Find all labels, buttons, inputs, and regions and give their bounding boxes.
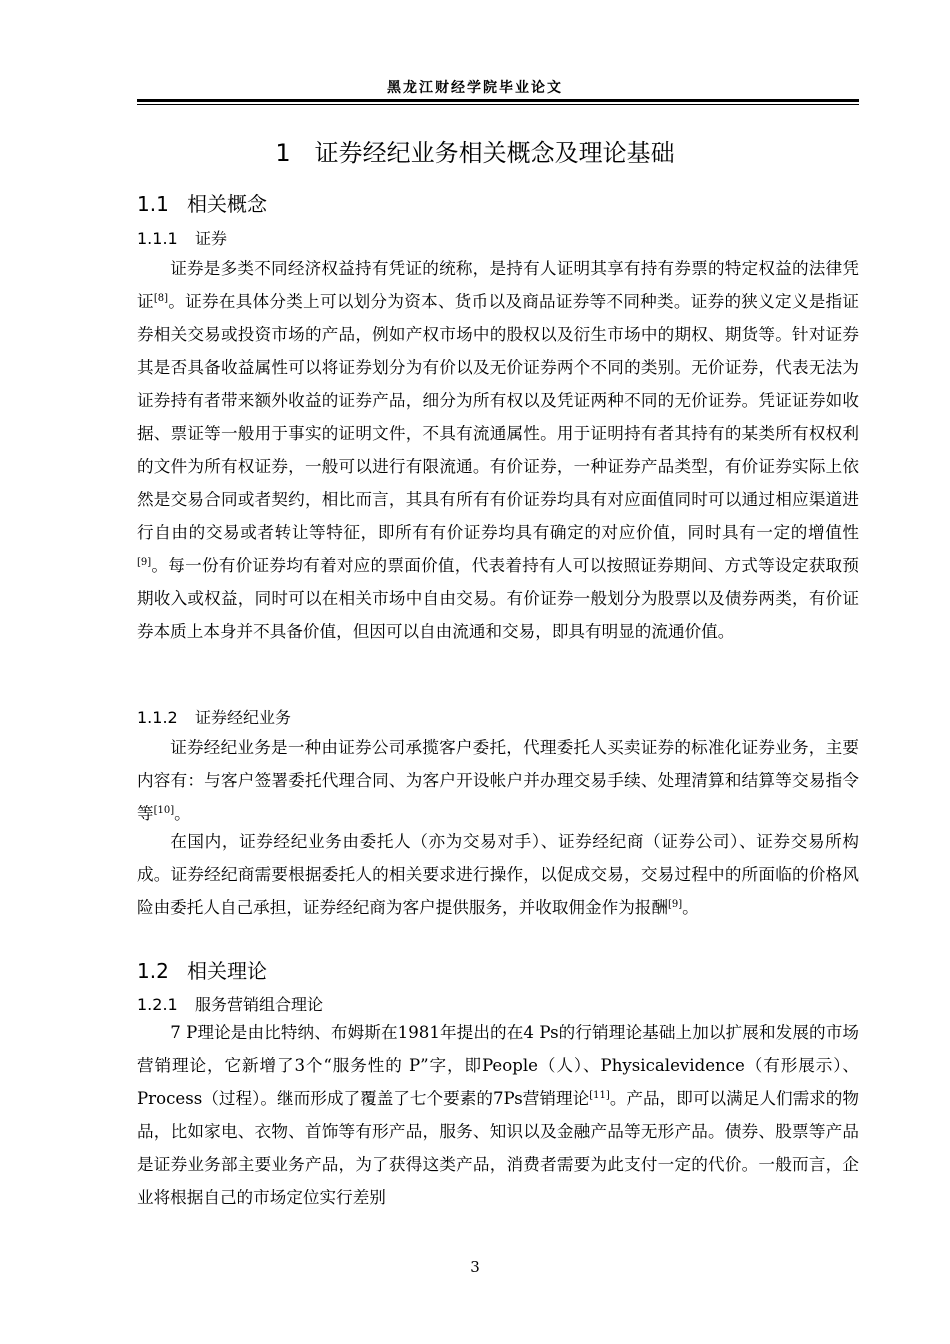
citation-ref: [9]	[668, 899, 683, 910]
chapter-title: 1 证券经纪业务相关概念及理论基础	[275, 139, 675, 167]
paragraph-text: 。	[174, 804, 191, 823]
citation-ref: [10]	[153, 805, 175, 816]
section-number: 1.1.2	[137, 708, 178, 727]
section-title: 证券经纪业务	[195, 708, 292, 727]
citation-ref: [9]	[137, 557, 152, 568]
paragraph-text: 。	[682, 898, 699, 917]
section-heading-1-2-1	[137, 992, 323, 1015]
section-title: 服务营销组合理论	[195, 995, 324, 1014]
paragraph-domestic-brokerage	[137, 825, 859, 924]
section-title: 证券	[195, 229, 228, 248]
paragraph-text: 7 P理论是由比特纳、布姆斯在1981年提出的在4 Ps的行销理论基础上加以扩展和发展的市场营销理论，它新增了3个“服务性的 P”字，即People（人）、Physicalevidence（有形展示）、Process（过程）。继而形成了覆盖了七个要素的7Ps营销理论	[137, 1023, 859, 1108]
paragraph-text: 证券经纪业务是一种由证券公司承揽客户委托，代理委托人买卖证券的标准化证券业务，主要内容有：与客户签署委托代理合同、为客户开设帐户并办理交易手续、处理清算和结算等交易指令等	[137, 738, 859, 823]
section-number: 1.2.1	[137, 995, 178, 1014]
paragraph-text: 。证券在具体分类上可以划分为资本、货币以及商品证券等不同种类。证券的狭义定义是指证券相关交易或投资市场的产品，例如产权市场中的股权以及衍生市场中的期权、期货等。针对证券其是否具备收益属性可以将证券划分为有价以及无价证券两个不同的类别。无价证券，代表无法为证券持有者带来额外收益的证券产品，细分为所有权以及凭证两种不同的无价证券。凭证证券如收据、票证等一般用于事实的证明文件，不具有流通属性。用于证明持有者其持有的某类所有权权利的文件为所有权证券，一般可以进行有限流通。有价证券，一种证券产品类型，有价证券实际上依然是交易合同或者契约，相比而言，其具有所有有价证券均具有对应面值同时可以通过相应渠道进行自由的交易或者转让等特征，即所有有价证券均具有确定的对应价值，同时具有一定的增值性	[137, 292, 860, 542]
section-heading-1-1-1	[137, 226, 227, 249]
paragraph-securities	[137, 252, 859, 648]
section-heading-1-1	[137, 188, 267, 217]
section-title: 相关概念	[187, 192, 267, 216]
header-rule-thick	[137, 99, 859, 102]
section-number: 1.2	[137, 959, 169, 983]
section-heading-1-1-2	[137, 705, 291, 728]
header-rule-thin	[137, 104, 859, 105]
section-number: 1.1.1	[137, 229, 178, 248]
section-heading-1-2	[137, 955, 267, 984]
paragraph-7ps-theory	[137, 1016, 859, 1214]
running-header: 黑龙江财经学院毕业论文	[387, 80, 563, 96]
paragraph-text: 在国内，证券经纪业务由委托人（亦为交易对手）、证券经纪商（证券公司）、证券交易所构成。证券经纪商需要根据委托人的相关要求进行操作，以促成交易，交易过程中的所面临的价格风险由委托人自己承担，证券经纪商为客户提供服务，并收取佣金作为报酬	[137, 832, 859, 917]
section-number: 1.1	[137, 192, 169, 216]
page-number: 3	[470, 1258, 480, 1276]
citation-ref: [11]	[589, 1090, 610, 1101]
paragraph-text: 。产品，即可以满足人们需求的物品，比如家电、衣物、首饰等有形产品，服务、知识以及金融产品等无形产品。债券、股票等产品是证券业务部主要业务产品，为了获得这类产品，消费者需要为此支付一定的代价。一般而言，企业将根据自己的市场定位实行差别	[137, 1089, 859, 1207]
citation-ref: [8]	[153, 293, 169, 304]
section-title: 相关理论	[187, 959, 267, 983]
paragraph-text: 。每一份有价证券均有着对应的票面价值，代表着持有人可以按照证券期间、方式等设定获取预期收入或权益，同时可以在相关市场中自由交易。有价证券一般划分为股票以及债券两类，有价证券本质上本身并不具备价值，但因可以自由流通和交易，即具有明显的流通价值。	[137, 556, 859, 641]
paragraph-brokerage	[137, 731, 859, 830]
paragraph-text: 证券是多类不同经济权益持有凭证的统称，是持有人证明其享有持有券票的特定权益的法律凭证	[137, 259, 859, 311]
